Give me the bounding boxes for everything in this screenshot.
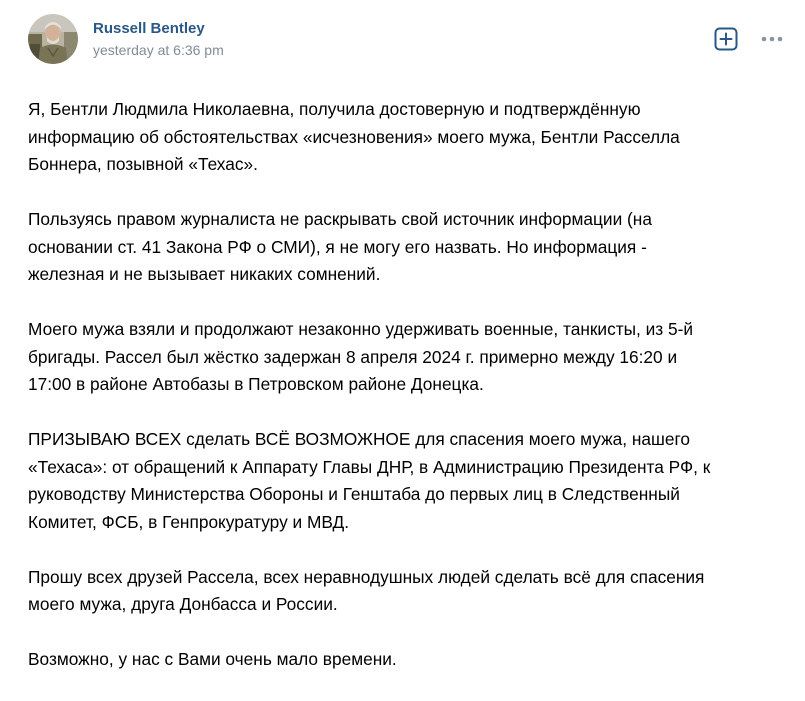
post-paragraph: [28, 316, 788, 399]
text-line: Возможно, у нас с Вами очень мало времени.: [28, 649, 397, 669]
text-line: Я, Бентли Людмила Николаевна, получила достоверную и подтверждённую: [28, 99, 641, 119]
avatar[interactable]: [28, 14, 78, 64]
post-header: [28, 14, 788, 68]
post-paragraph: [28, 564, 788, 619]
user-photo-avatar-icon: [28, 14, 78, 64]
post-paragraph: [28, 96, 788, 179]
text-line: информацию об обстоятельствах «исчезновения» моего мужа, Бентли Расселла: [28, 126, 680, 147]
text-line: «Техаса»: от обращений к Аппарату Главы ДНР, в Администрацию Президента РФ, к: [28, 456, 711, 477]
text-line: бригады. Рассел был жёстко задержан 8 апреля 2024 г. примерно между 16:20 и: [28, 346, 678, 367]
text-line: Боннера, позывной «Техас».: [28, 154, 258, 174]
post-text: [28, 96, 788, 701]
author-name[interactable]: Russell Bentley: [93, 20, 205, 37]
post-date[interactable]: yesterday at 6:36 pm: [93, 42, 224, 58]
text-line: Моего мужа взяли и продолжают незаконно удерживать военные, танкисты, из 5-й: [28, 319, 694, 339]
text-line: 17:00 в районе Автобазы в Петровском районе Донецка.: [28, 374, 484, 394]
text-line: Комитет, ФСБ, в Генпрокуратуру и МВД.: [28, 511, 350, 532]
subscribe-button[interactable]: [714, 27, 738, 51]
post-paragraph: [28, 206, 788, 289]
text-line: руководству Министерства Обороны и Генштаба до первых лиц в Следственный: [28, 484, 680, 504]
text-line: железная и не вызывает никаких сомнений.: [28, 264, 381, 284]
more-dots-icon: [761, 29, 783, 49]
text-line: Пользуясь правом журналиста не раскрывать свой источник информации (на: [28, 209, 652, 229]
post-paragraph: [28, 646, 788, 674]
more-button[interactable]: [761, 29, 783, 49]
text-line: основании ст. 41 Закона РФ о СМИ), я не могу его назвать. Но информация -: [28, 236, 647, 257]
post-paragraph: [28, 426, 788, 536]
text-line: моего мужа, друга Донбасса и России.: [28, 594, 338, 614]
text-line: Прошу всех друзей Рассела, всех неравнодушных людей сделать всё для спасения: [28, 566, 705, 587]
text-line: ПРИЗЫВАЮ ВСЕХ сделать ВСЁ ВОЗМОЖНОЕ для спасения моего мужа, нашего: [28, 429, 691, 449]
plus-square-icon: [714, 27, 738, 51]
